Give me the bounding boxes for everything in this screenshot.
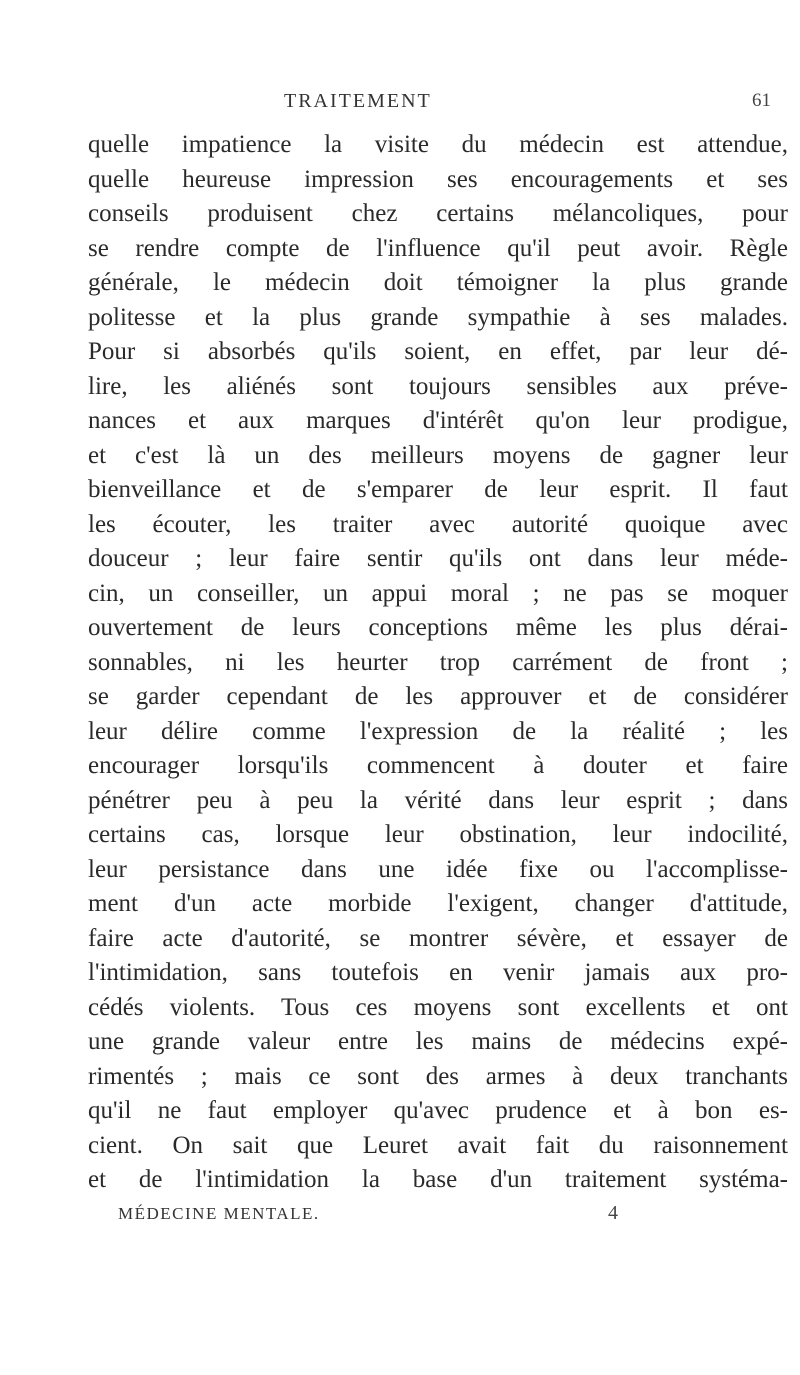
text-line: qu'il ne faut employer qu'avec prudence et à bon es- xyxy=(88,1097,788,1124)
text-line: ment d'un acte morbide l'exigent, changer d'attitude, xyxy=(88,890,788,917)
text-line: nances et aux marques d'intérêt qu'on leur prodigue, xyxy=(88,407,788,434)
text-line: ouvertement de leurs conceptions même les plus dérai- xyxy=(88,614,788,641)
text-line: lire, les aliénés sont toujours sensibles aux préve- xyxy=(88,372,788,400)
text-line: quelle impatience la visite du médecin est attendue, xyxy=(88,131,788,158)
text-line: encourager lorsqu'ils commencent à douter et faire xyxy=(88,752,788,779)
text-line: faire acte d'autorité, se montrer sévère, et essayer de xyxy=(88,924,788,952)
text-line: conseils produisent chez certains mélancoliques, pour xyxy=(88,200,788,227)
text-line: générale, le médecin doit témoigner la plus grande xyxy=(88,269,788,296)
text-line: bienveillance et de s'emparer de leur esprit. Il faut xyxy=(88,476,788,503)
text-line: les écouter, les traiter avec autorité quoique avec xyxy=(88,510,788,538)
text-line: une grande valeur entre les mains de médecins expé- xyxy=(88,1028,788,1055)
text-line: et de l'intimidation la base d'un traitement systéma- xyxy=(88,1166,788,1193)
text-line: et c'est là un des meilleurs moyens de gagner leur xyxy=(88,441,788,469)
text-line: se rendre compte de l'influence qu'il peut avoir. Règle xyxy=(88,234,788,262)
text-line: leur délire comme l'expression de la réalité ; les xyxy=(88,717,788,745)
text-line: politesse et la plus grande sympathie à ses malades. xyxy=(88,303,788,331)
page-footer xyxy=(0,1204,800,1234)
text-line: quelle heureuse impression ses encouragements et ses xyxy=(88,165,788,193)
text-line: sonnables, ni les heurter trop carrément de front ; xyxy=(88,648,788,676)
printer-signature: MÉDECINE MENTALE. xyxy=(118,1204,320,1223)
text-line: cin, un conseiller, un appui moral ; ne pas se moquer xyxy=(88,579,788,607)
text-line: se garder cependant de les approuver et de considérer xyxy=(88,683,788,710)
text-line: leur persistance dans une idée fixe ou l'accomplisse- xyxy=(88,855,788,883)
text-line: cédés violents. Tous ces moyens sont excellents et ont xyxy=(88,993,788,1021)
text-line: cient. On sait que Leuret avait fait du raisonnement xyxy=(88,1131,788,1159)
text-line: Pour si absorbés qu'ils soient, en effet, par leur dé- xyxy=(88,338,788,365)
body-text xyxy=(88,128,788,1198)
page-number: 61 xyxy=(752,90,771,111)
text-line: certains cas, lorsque leur obstination, leur indocilité, xyxy=(88,821,788,848)
page-header xyxy=(0,90,800,120)
signature-number: 4 xyxy=(608,1202,618,1224)
running-title: TRAITEMENT xyxy=(284,90,432,112)
text-line: pénétrer peu à peu la vérité dans leur esprit ; dans xyxy=(88,786,788,814)
text-line: l'intimidation, sans toutefois en venir jamais aux pro- xyxy=(88,959,788,986)
text-line: rimentés ; mais ce sont des armes à deux tranchants xyxy=(88,1062,788,1090)
text-line: douceur ; leur faire sentir qu'ils ont dans leur méde- xyxy=(88,545,788,572)
